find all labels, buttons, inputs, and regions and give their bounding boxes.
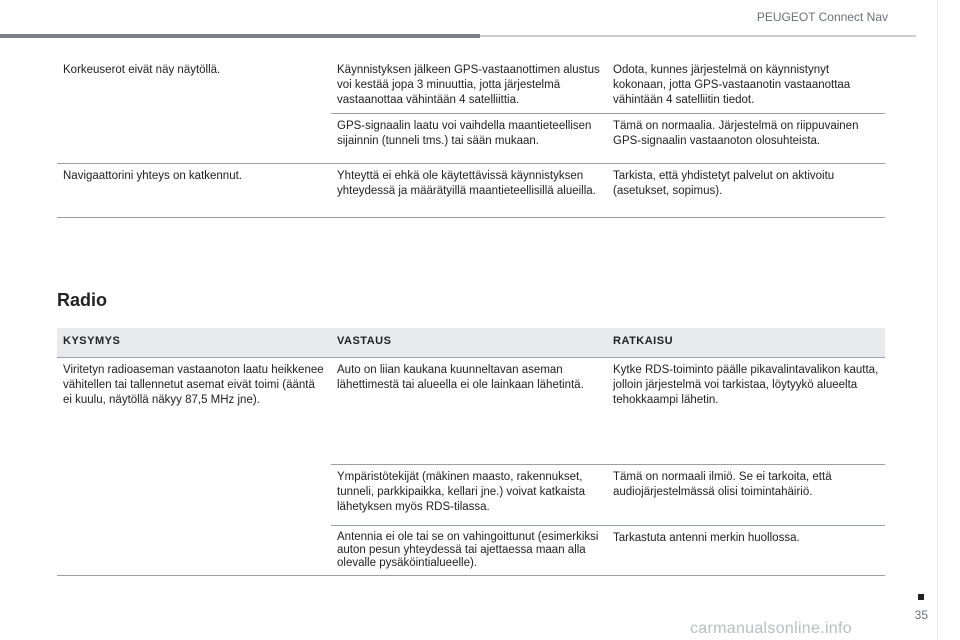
header-question: KYSYMYS (57, 328, 331, 358)
cause-cell: GPS-signaalin laatu voi vaihdella maantieteellisen sijainnin (tunneli tms.) tai sään mukaan. (331, 114, 607, 164)
header-rule-light (480, 35, 916, 37)
table-row (57, 58, 885, 114)
table-row (57, 164, 885, 218)
question-cell: Navigaattorini yhteys on katkennut. (57, 164, 331, 218)
table-row (57, 358, 885, 465)
header-answer: VASTAUS (331, 328, 607, 358)
solution-cell: Tarkista, että yhdistetyt palvelut on aktivoitu (asetukset, sopimus). (607, 164, 885, 218)
solution-cell: Kytke RDS-toiminto päälle pikavalintavalikon kautta, jolloin järjestelmä voi tarkistaa, löytyykö alueelta tehokkaampi lähetin. (607, 358, 885, 465)
cause-cell: Yhteyttä ei ehkä ole käytettävissä käynnistyksen yhteydessä ja määrätyillä maantieteellisillä alueilla. (331, 164, 607, 218)
page-marker (918, 594, 924, 600)
cause-cell: Ympäristötekijät (mäkinen maasto, rakennukset, tunneli, parkkipaikka, kellari jne.) voivat katkaista lähetyksen myös RDS-tilassa. (331, 465, 607, 526)
header-title: PEUGEOT Connect Nav (756, 10, 888, 24)
page-number: 35 (914, 608, 928, 622)
solution-cell: Tarkastuta antenni merkin huollossa. (607, 526, 885, 576)
question-cell (57, 114, 331, 164)
solution-cell: Tämä on normaalia. Järjestelmä on riippuvainen GPS-signaalin vastaanoton olosuhteista. (607, 114, 885, 164)
side-divider (937, 0, 938, 640)
cause-cell: Antennia ei ole tai se on vahingoittunut (esimerkiksi auton pesun yhteydessä tai ajettaessa maan alla olevalle pysäköintialueelle). (331, 526, 607, 576)
header-solution: RATKAISU (607, 328, 885, 358)
question-cell: Korkeuserot eivät näy näytöllä. (63, 64, 221, 76)
solution-cell: Odota, kunnes järjestelmä on käynnistynyt kokonaan, jotta GPS-vastaanotin vastaanottaa vähintään 4 satelliitin tiedot. (607, 58, 885, 114)
cause-cell: Auto on liian kaukana kuunneltavan aseman lähettimestä tai alueella ei ole lainkaan lähetintä. (331, 358, 607, 465)
question-cell: Viritetyn radioaseman vastaanoton laatu heikkenee vähitellen tai tallennetut asemat eivät toimi (ääntä ei kuulu, näytöllä näkyy 87,5 MHz jne). (57, 358, 331, 576)
solution-cell: Tämä on normaali ilmiö. Se ei tarkoita, että audiojärjestelmässä olisi toimintahäiriö. (607, 465, 885, 526)
table-row (57, 114, 885, 164)
cause-cell: Käynnistyksen jälkeen GPS-vastaanottimen alustus voi kestää jopa 3 minuuttia, jotta järjestelmä vastaanottaa vähintään 4 satelliittia. (331, 58, 607, 114)
header-rule-dark (0, 34, 480, 38)
watermark: carmanualsonline.info (690, 620, 852, 637)
gps-troubleshooting-table (57, 58, 885, 218)
section-title: Radio (57, 290, 108, 310)
table-header-row (57, 328, 885, 358)
radio-troubleshooting-table (57, 328, 885, 576)
